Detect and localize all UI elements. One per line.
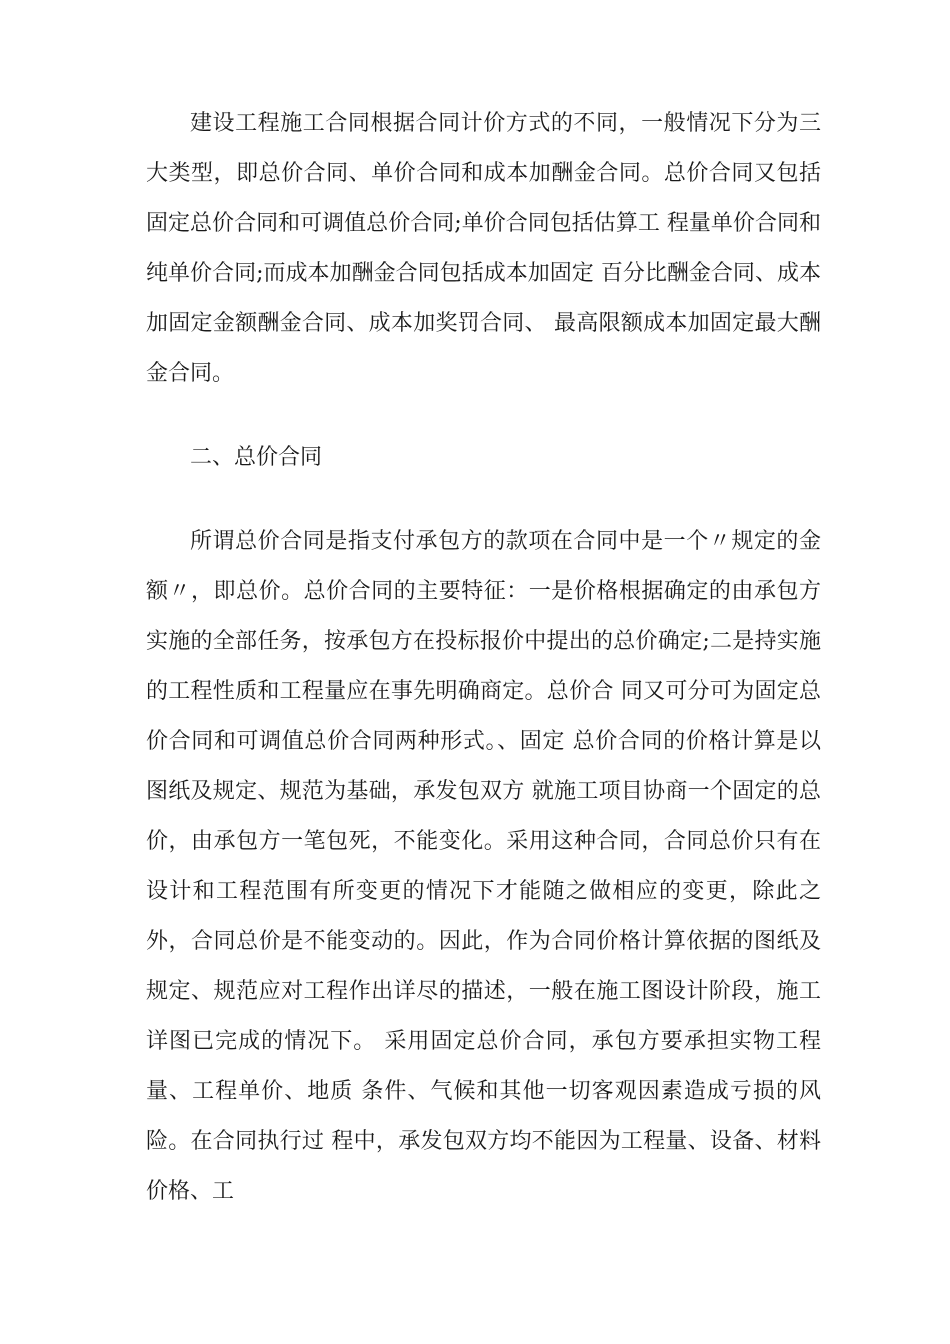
document-body <box>146 99 821 1217</box>
section-heading-lump-sum-contract: 二、总价合同 <box>190 445 323 470</box>
paragraph-lump-sum-definition: 所谓总价合同是指支付承包方的款项在合同中是一个〃规定的金额〃，即总价。总价合同的主要特征：一是价格根据确定的由承包方实施的全部任务，按承包方在投标报价中提出的总价确定;二是持实施的工程性质和工程量应在事先明确商定。总价合 同又可分可为固定总价合同和可调值总价合同两种形式。、固定 总价合同的价格计算是以图纸及规定、规范为基础，承发包双方 就施工项目协商一个固定的总价，由承包方一笔包死，不能变化。采用这种合同，合同总价只有在设计和工程范围有所变更的情况下才能随之做相应的变更，除此之外，合同总价是不能变动的。因此，作为合同价格计算依据的图纸及规定、规范应对工程作出详尽的描述，一般在施工图设计阶段，施工详图已完成的情况下。 采用固定总价合同，承包方要承担实物工程量、工程单价、地质 条件、气候和其他一切客观因素造成亏损的风险。在合同执行过 程中，承发包双方均不能因为工程量、设备、材料价格、工 <box>146 529 821 1204</box>
paragraph-contract-types: 建设工程施工合同根据合同计价方式的不同，一般情况下分为三大类型，即总价合同、单价合同和成本加酬金合同。总价合同又包括固定总价合同和可调值总价合同;单价合同包括估算工 程量单价合同和纯单价合同;而成本加酬金合同包括成本加固定 百分比酬金合同、成本加固定金额酬金合同、成本加奖罚合同、 最高限额成本加固定最大酬金合同。 <box>146 111 821 386</box>
